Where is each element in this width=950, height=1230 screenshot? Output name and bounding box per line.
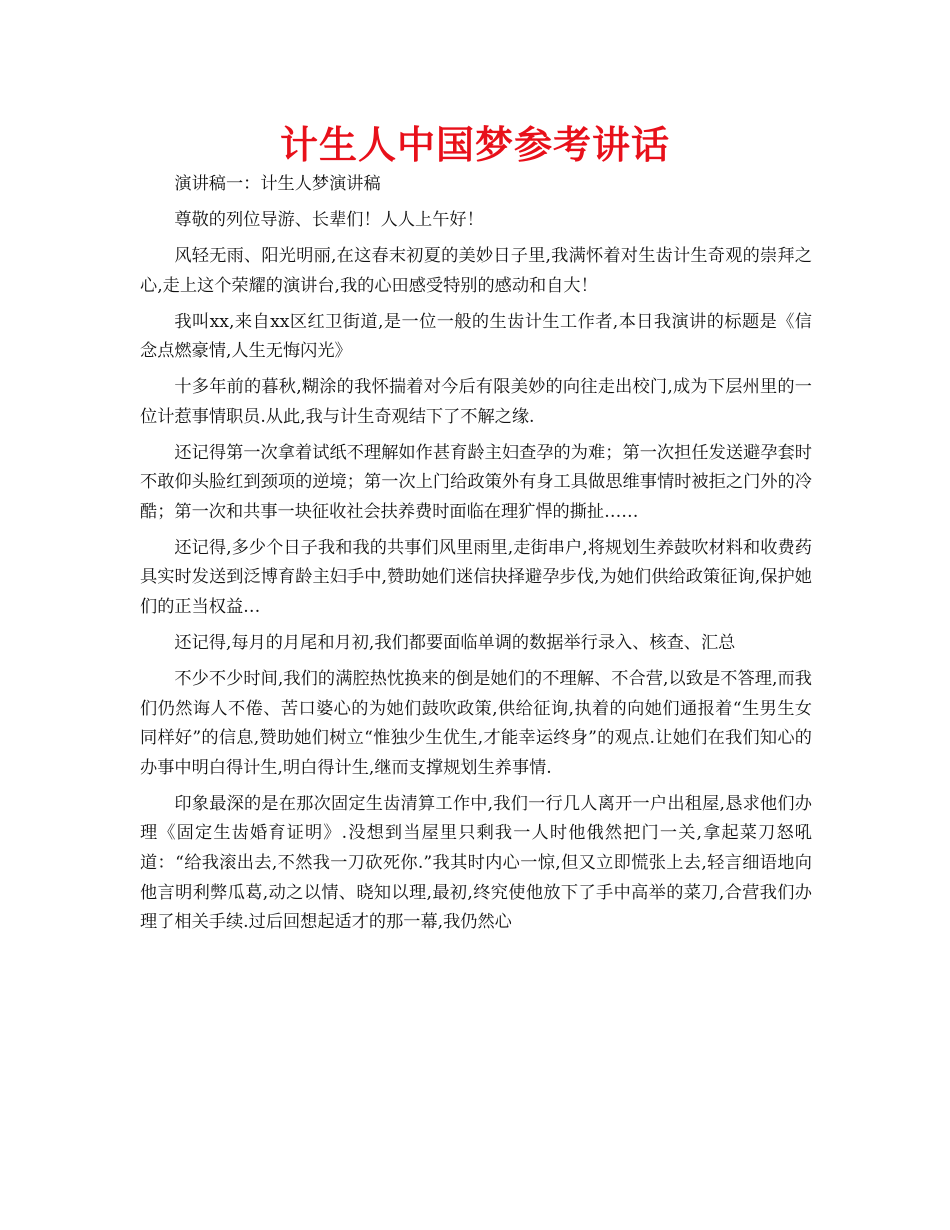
paragraph: 还记得,每月的月尾和月初,我们都要面临单调的数据举行录入、核查、汇总	[174, 633, 736, 654]
document-body	[140, 170, 812, 944]
paragraph: 尊敬的列位导游、长辈们！人人上午好！	[174, 209, 484, 230]
paragraph: 十多年前的暮秋,糊涂的我怀揣着对今后有限美妙的向往走出校门,成为下层州里的一位计惹事情职员.从此,我与计生奇观结下了不解之缘.	[140, 377, 812, 427]
paragraph: 演讲稿一：计生人梦演讲稿	[174, 174, 381, 194]
paragraph: 印象最深的是在那次固定生齿清算工作中,我们一行几人离开一户出租屋,恳求他们办理《固定生齿婚育证明》.没想到当屋里只剩我一人时他俄然把门一关,拿起菜刀怒吼道：“给我滚出去,不然我一刀砍死你.”我其时内心一惊,但又立即慌张上去,轻言细语地向他言明利弊瓜葛,动之以情、晓知以理,最初,终究使他放下了手中高举的菜刀,合营我们办理了相关手续.过后回想起适才的那一幕,我仍然心	[140, 793, 812, 933]
paragraph: 我叫xx,来自xx区红卫街道,是一位一般的生齿计生工作者,本日我演讲的标题是《信念点燃豪情,人生无悔闪光》	[140, 311, 812, 362]
paragraph: 不少不少时间,我们的满腔热忱换来的倒是她们的不理解、不合营,以致是不答理,而我们仍然诲人不倦、苦口婆心的为她们鼓吹政策,供给征询,执着的向她们通报着“生男生女同样好”的信息,赞助她们树立“惟独少生优生,才能幸运终身”的观点.让她们在我们知心的办事中明白得计生,明白得计生,继而支撑规划生养事情.	[140, 669, 812, 778]
paragraph: 还记得第一次拿着试纸不理解如作甚育龄主妇查孕的为难；第一次担任发送避孕套时不敢仰头脸红到颈项的逆境；第一次上门给政策外有身工具做思维事情时被拒之门外的冷酷；第一次和共事一块征收社会扶养费时面临在理犷悍的撕扯……	[140, 442, 812, 522]
paragraph: 还记得,多少个日子我和我的共事们风里雨里,走街串户,将规划生养鼓吹材料和收费药具实时发送到泛博育龄主妇手中,赞助她们迷信抉择避孕步伐,为她们供给政策征询,保护她们的正当权益…	[140, 537, 812, 618]
paragraph: 风轻无雨、阳光明丽,在这春末初夏的美妙日子里,我满怀着对生齿计生奇观的崇拜之心,走上这个荣耀的演讲台,我的心田感受特别的感动和自大！	[140, 245, 812, 296]
document-title: 计生人中国梦参考讲话	[279, 123, 670, 167]
